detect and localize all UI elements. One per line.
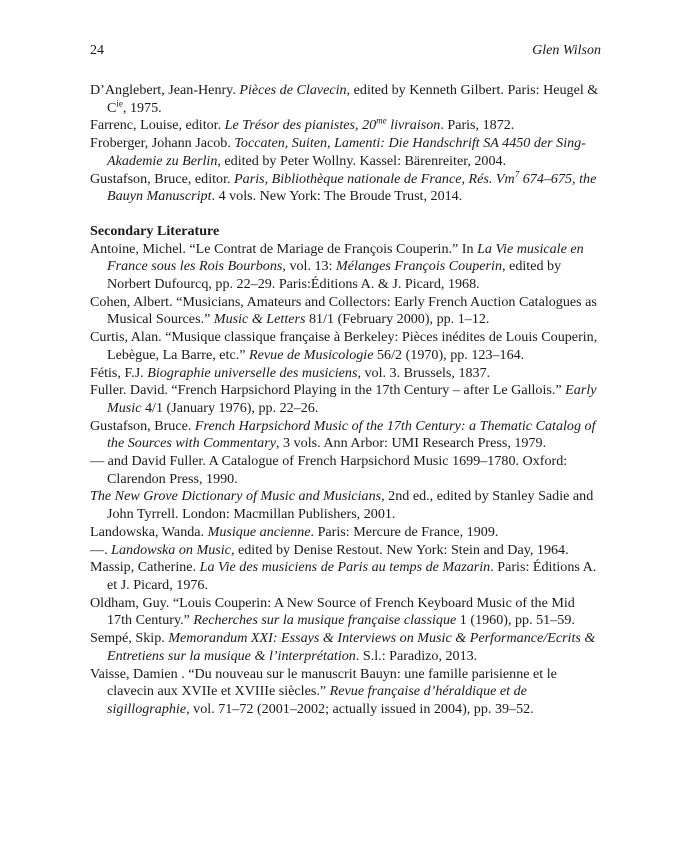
section-heading: Secondary Literature bbox=[90, 222, 220, 239]
bibliography bbox=[90, 82, 602, 719]
bibliography-entry: Landowska, Wanda. Musique ancienne. Paris: Mercure de France, 1909. bbox=[90, 523, 499, 540]
bibliography-entry: Farrenc, Louise, editor. Le Trésor des pianistes, $20^{me}$ livraison. Paris, 1872. bbox=[90, 115, 515, 134]
bibliography-entry: Oldham, Guy. “Louis Couperin: A New Source of French Keyboard Music of the Mid 17th Century.” Recherches sur la musique française classique 1 (1960), pp. 51–59. bbox=[90, 594, 575, 629]
bibliography-entry: — and David Fuller. A Catalogue of French Harpsichord Music 1699–1780. Oxford: Clarendon Press, 1990. bbox=[90, 453, 568, 487]
bibliography-entry: Massip, Catherine. La Vie des musiciens de Paris au temps de Mazarin. Paris: Éditions A. et J. Picard, 1976. bbox=[90, 559, 597, 593]
bibliography-entry: Antoine, Michel. “Le Contrat de Mariage de François Couperin.” In La Vie musicale en France sous les Rois Bourbons, vol. 13: Mélanges François Couperin, edited by Norbert Dufourcq, pp. 22–29. Paris:Éditions A. & J. Picard, 1968. bbox=[90, 240, 584, 293]
bibliography-entry: Vaisse, Damien . “Du nouveau sur le manuscrit Bauyn: une famille parisienne et le clavecin aux XVIIe et XVIIIe siècles.” Revue française d’héraldique et de sigillographie, vol. 71–72 (2001–2002; actually issued in 2004), pp. 39–52. bbox=[90, 665, 557, 717]
bibliography-entry: Fuller. David. “French Harpsichord Playing in the 17th Century – after Le Gallois.” Early Music 4/1 (January 1976), pp. 22–26. bbox=[90, 382, 597, 416]
bibliography-entry: Sempé, Skip. Memorandum XXI: Essays & Interviews on Music & Performance/Ecrits & Entretiens sur la musique & l’interprétation. S.l.: Paradizo, 2013. bbox=[90, 630, 596, 664]
page-number: 24 bbox=[90, 43, 104, 58]
bibliography-entry: Fétis, F.J. Biographie universelle des musiciens, vol. 3. Brussels, 1837. bbox=[90, 364, 491, 381]
primary-sources-list bbox=[90, 82, 602, 206]
bibliography-entry: Froberger, Johann Jacob. Toccaten, Suiten, Lamenti: Die Handschrift SA 4450 der Sing-Akademie zu Berlin, edited by Peter Wollny. Kassel: Bärenreiter, 2004. bbox=[90, 135, 586, 169]
bibliography-entry: Gustafson, Bruce, editor. Paris, Bibliothèque nationale de France, Rés. Vm$^7$ 674–675, the Bauyn Manuscript. 4 vols. New York: The Broude Trust, 2014. bbox=[90, 168, 597, 205]
bibliography-entry: Curtis, Alan. “Musique classique française à Berkeley: Pièces inédites de Louis Couperin, Lebègue, La Barre, etc.” Revue de Musicologie 56/2 (1970), pp. 123–164. bbox=[90, 329, 598, 363]
bibliography-entry: Cohen, Albert. “Musicians, Amateurs and Collectors: Early French Auction Catalogues as Musical Sources.” Music & Letters 81/1 (February 2000), pp. 1–12. bbox=[90, 293, 597, 328]
secondary-literature-list bbox=[90, 241, 602, 719]
page-header bbox=[90, 43, 601, 63]
bibliography-entry: —. Landowska on Music, edited by Denise Restout. New York: Stein and Day, 1964. bbox=[90, 541, 569, 558]
bibliography-entry: D’Anglebert, Jean-Henry. Pièces de Clavecin, edited by Kenneth Gilbert. Paris: Heugel & $C^{ie}$, 1975. bbox=[90, 82, 599, 116]
bibliography-entry: The New Grove Dictionary of Music and Musicians, 2nd ed., edited by Stanley Sadie and John Tyrrell. London: Macmillan Publishers, 2001. bbox=[90, 488, 594, 523]
bibliography-entry: Gustafson, Bruce. French Harpsichord Music of the 17th Century: a Thematic Catalog of the Sources with Commentary, 3 vols. Ann Arbor: UMI Research Press, 1979. bbox=[90, 417, 596, 452]
running-head: Glen Wilson bbox=[532, 43, 601, 58]
